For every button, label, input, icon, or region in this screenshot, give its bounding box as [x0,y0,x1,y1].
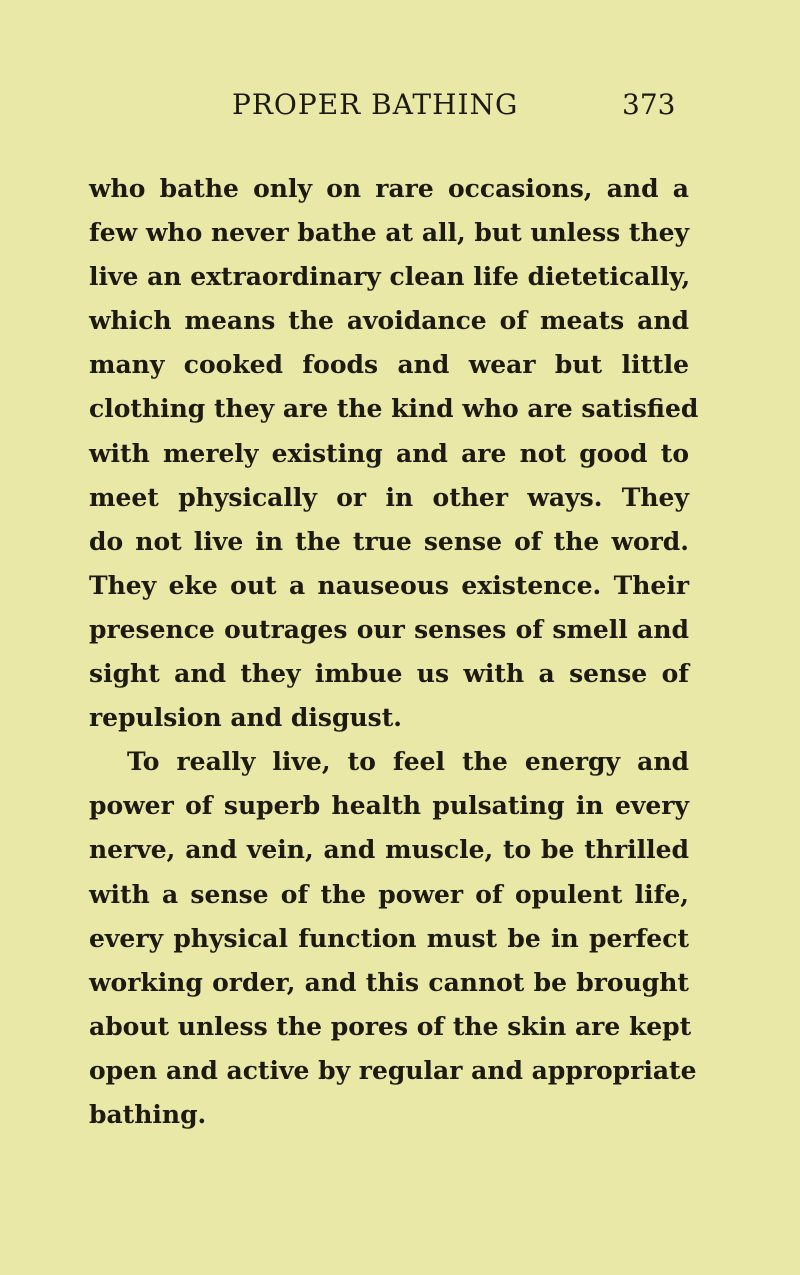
text-line: about unless the pores of the skin are kept [89,1011,692,1041]
text-line: every physical function must be in perfect [89,923,689,953]
paragraph-start-line: To really live, to feel the energy and [127,747,689,777]
text-line: which means the avoidance of meats and [89,306,689,336]
text-line: live an extraordinary clean life dietetically, [89,262,691,292]
text-line: They eke out a nauseous existence. Their [89,570,689,600]
text-line: working order, and this cannot be brought [89,967,689,997]
text-line: clothing they are the kind who are satisfied [89,394,699,424]
running-head [0,88,800,128]
text-line: do not live in the true sense of the word. [89,526,689,556]
text-line: sight and they imbue us with a sense of [89,659,689,689]
text-line: nerve, and vein, and muscle, to be thrilled [89,835,689,865]
text-line: bathing. [89,1099,207,1129]
text-line: presence outrages our senses of smell and [89,614,689,644]
page-number: 373 [622,88,676,121]
running-title: PROPER BATHING [232,88,519,121]
text-line: with merely existing and are not good to [89,438,689,468]
text-line: power of superb health pulsating in every [89,791,689,821]
text-line: who bathe only on rare occasions, and a [89,174,689,203]
text-line: many cooked foods and wear but little [89,350,689,380]
text-line: with a sense of the power of opulent life, [89,879,689,909]
text-line: open and active by regular and appropriate [89,1055,697,1085]
text-line: few who never bathe at all, but unless they [89,218,690,248]
body-text [89,167,699,1137]
text-line: repulsion and disgust. [89,703,402,733]
text-line: meet physically or in other ways. They [89,482,689,512]
